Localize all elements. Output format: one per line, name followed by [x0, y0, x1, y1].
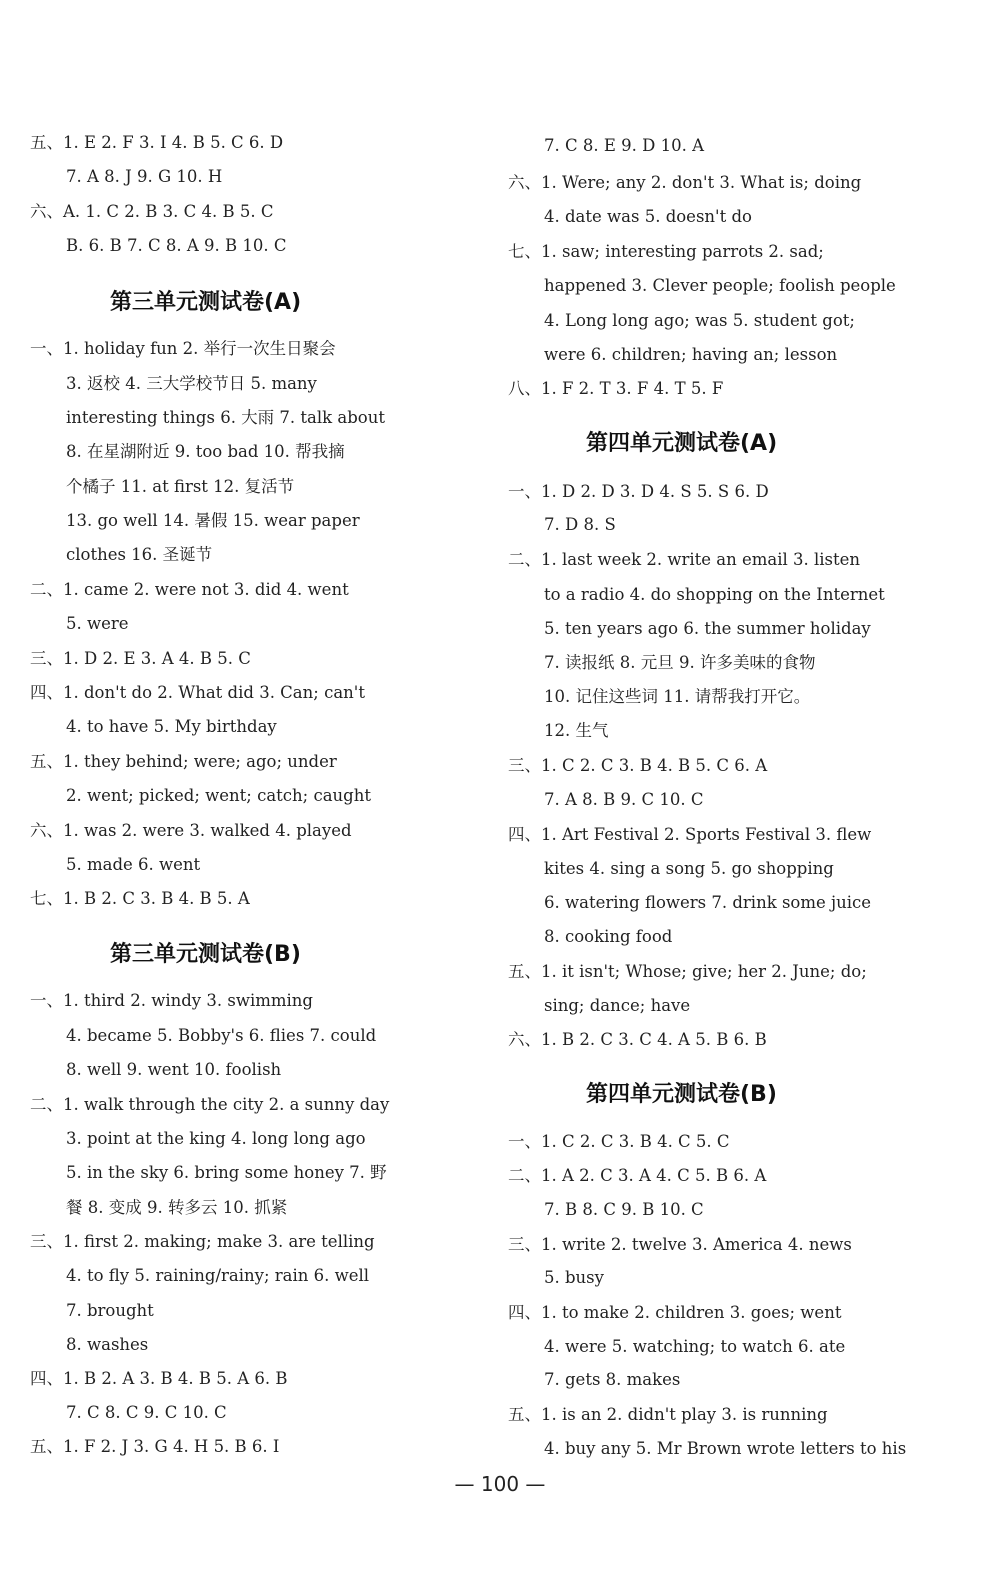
- answer-line: 四、1. Art Festival 2. Sports Festival 3. flew: [508, 825, 872, 844]
- answer-line: 7. C 8. E 9. D 10. A: [544, 136, 704, 155]
- answer-line: 7. A 8. J 9. G 10. H: [66, 167, 223, 186]
- answer-line: 二、1. A 2. C 3. A 4. C 5. B 6. A: [508, 1166, 767, 1185]
- answer-line: 4. were 5. watching; to watch 6. ate: [544, 1337, 846, 1356]
- section-heading: 第四单元测试卷(A): [586, 431, 778, 456]
- answer-line: 5. in the sky 6. bring some honey 7. 野: [66, 1163, 387, 1182]
- answer-line: 6. watering flowers 7. drink some juice: [544, 893, 872, 912]
- answer-line: 7. 读报纸 8. 元旦 9. 许多美味的食物: [544, 653, 816, 672]
- page-number: — 100 —: [454, 1472, 546, 1496]
- answer-line: to a radio 4. do shopping on the Internet: [544, 585, 885, 604]
- answer-line: kites 4. sing a song 5. go shopping: [544, 859, 834, 878]
- answer-line: happened 3. Clever people; foolish people: [544, 276, 896, 295]
- answer-line: 六、1. was 2. were 3. walked 4. played: [30, 821, 352, 840]
- answer-line: 4. date was 5. doesn't do: [544, 207, 752, 226]
- answer-line: 七、1. B 2. C 3. B 4. B 5. A: [30, 889, 250, 908]
- answer-line: 8. well 9. went 10. foolish: [66, 1060, 282, 1079]
- answer-line: 六、1. Were; any 2. don't 3. What is; doing: [508, 173, 862, 192]
- answer-line: interesting things 6. 大雨 7. talk about: [66, 408, 385, 427]
- answer-line: 三、1. C 2. C 3. B 4. B 5. C 6. A: [508, 756, 768, 775]
- answer-line: 5. made 6. went: [66, 855, 201, 874]
- answer-line: 五、1. it isn't; Whose; give; her 2. June; do;: [508, 962, 867, 981]
- answer-line: 五、1. E 2. F 3. I 4. B 5. C 6. D: [30, 133, 284, 152]
- answer-line: 4. Long long ago; was 5. student got;: [544, 311, 855, 330]
- answer-line: 13. go well 14. 暑假 15. wear paper: [66, 511, 360, 530]
- answer-line: 个橘子 11. at first 12. 复活节: [66, 477, 295, 496]
- answer-line: 7. C 8. C 9. C 10. C: [66, 1403, 227, 1422]
- section-heading: 第三单元测试卷(B): [110, 942, 301, 967]
- answer-line: 四、1. B 2. A 3. B 4. B 5. A 6. B: [30, 1369, 288, 1388]
- answer-line: 餐 8. 变成 9. 转多云 10. 抓紧: [66, 1198, 288, 1217]
- answer-line: 一、1. holiday fun 2. 举行一次生日聚会: [30, 339, 336, 358]
- answer-line: 七、1. saw; interesting parrots 2. sad;: [508, 242, 824, 261]
- answer-line: 4. became 5. Bobby's 6. flies 7. could: [66, 1026, 377, 1045]
- answer-line: 7. gets 8. makes: [544, 1370, 681, 1389]
- answer-line: 六、1. B 2. C 3. C 4. A 5. B 6. B: [508, 1030, 767, 1049]
- answer-line: clothes 16. 圣诞节: [66, 545, 213, 564]
- answer-line: 一、1. C 2. C 3. B 4. C 5. C: [508, 1132, 730, 1151]
- answer-line: 7. B 8. C 9. B 10. C: [544, 1200, 704, 1219]
- answer-line: 四、1. don't do 2. What did 3. Can; can't: [30, 683, 365, 702]
- answer-line: 5. were: [66, 614, 129, 633]
- answer-line: 二、1. last week 2. write an email 3. listen: [508, 550, 861, 569]
- answer-line: 5. ten years ago 6. the summer holiday: [544, 619, 871, 638]
- answer-line: 5. busy: [544, 1268, 604, 1287]
- answer-line: 8. washes: [66, 1335, 149, 1354]
- answer-line: 三、1. first 2. making; make 3. are telling: [30, 1232, 375, 1251]
- answer-line: 五、1. is an 2. didn't play 3. is running: [508, 1405, 828, 1424]
- section-heading: 第四单元测试卷(B): [586, 1082, 777, 1107]
- answer-line: 4. buy any 5. Mr Brown wrote letters to his: [544, 1439, 907, 1458]
- answer-line: 8. cooking food: [544, 927, 673, 946]
- answer-line: 3. point at the king 4. long long ago: [66, 1129, 366, 1148]
- answer-line: 4. to have 5. My birthday: [66, 717, 277, 736]
- answer-line: 8. 在星湖附近 9. too bad 10. 帮我摘: [66, 442, 345, 461]
- answer-line: sing; dance; have: [544, 996, 691, 1015]
- answer-line: 3. 返校 4. 三大学校节日 5. many: [66, 374, 317, 393]
- answer-line: 一、1. D 2. D 3. D 4. S 5. S 6. D: [508, 482, 769, 501]
- answer-line: 二、1. walk through the city 2. a sunny day: [30, 1095, 390, 1114]
- answer-line: 7. D 8. S: [544, 515, 616, 534]
- answer-line: 7. A 8. B 9. C 10. C: [544, 790, 704, 809]
- answer-line: 2. went; picked; went; catch; caught: [66, 786, 372, 805]
- answer-line: 三、1. write 2. twelve 3. America 4. news: [508, 1235, 852, 1254]
- section-heading: 第三单元测试卷(A): [110, 290, 302, 315]
- answer-line: 六、A. 1. C 2. B 3. C 4. B 5. C: [30, 202, 274, 221]
- answer-line: 7. brought: [66, 1301, 154, 1320]
- answer-line: B. 6. B 7. C 8. A 9. B 10. C: [66, 236, 287, 255]
- answer-line: 四、1. to make 2. children 3. goes; went: [508, 1303, 842, 1322]
- answer-line: 三、1. D 2. E 3. A 4. B 5. C: [30, 649, 251, 668]
- answer-line: 12. 生气: [544, 721, 609, 740]
- answer-line: 二、1. came 2. were not 3. did 4. went: [30, 580, 349, 599]
- answer-line: 4. to fly 5. raining/rainy; rain 6. well: [66, 1266, 370, 1285]
- answer-line: 五、1. F 2. J 3. G 4. H 5. B 6. I: [30, 1437, 280, 1456]
- answer-line: 五、1. they behind; were; ago; under: [30, 752, 337, 771]
- answer-line: 一、1. third 2. windy 3. swimming: [30, 991, 313, 1010]
- answer-line: 八、1. F 2. T 3. F 4. T 5. F: [508, 379, 724, 398]
- answer-line: 10. 记住这些词 11. 请帮我打开它。: [544, 687, 811, 706]
- answer-line: were 6. children; having an; lesson: [544, 345, 838, 364]
